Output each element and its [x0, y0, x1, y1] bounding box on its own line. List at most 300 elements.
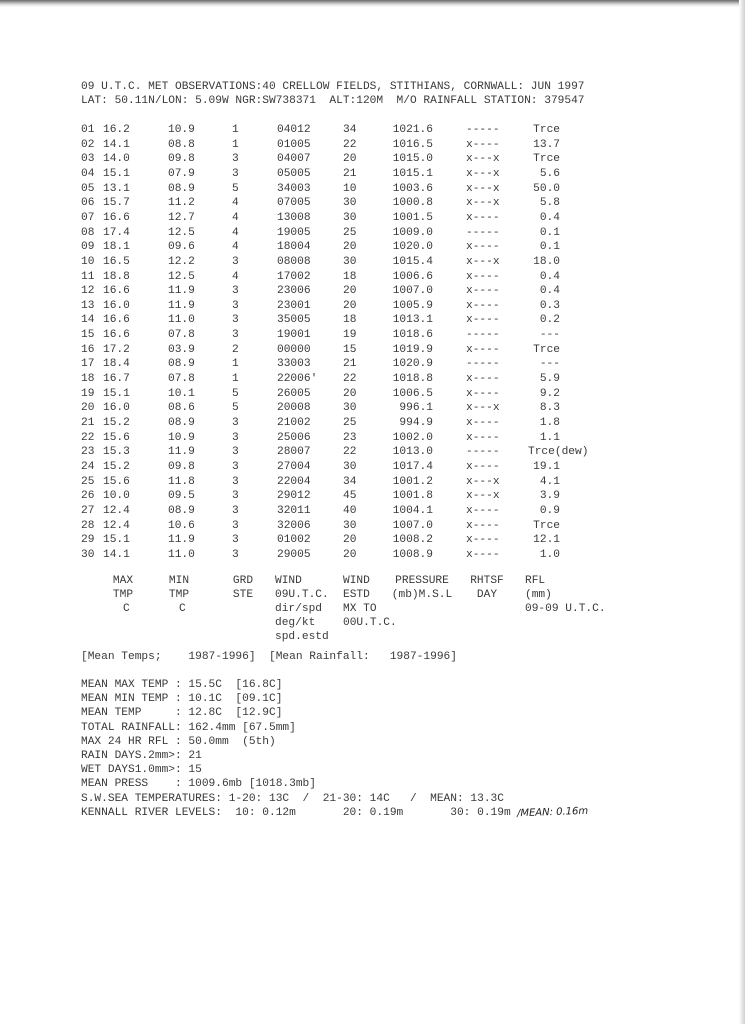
table-row — [81, 416, 681, 430]
cell-ground-state: 1 — [232, 373, 239, 386]
cell-max-temp: 16.7 — [103, 373, 130, 386]
cell-wind: 19005 — [277, 226, 311, 239]
cell-max-temp: 15.6 — [103, 475, 130, 488]
cell-wind-estd: 19 — [343, 329, 357, 342]
cell-ground-state: 4 — [232, 241, 239, 254]
cell-max-temp: 15.1 — [103, 387, 130, 400]
river-levels-text: KENNALL RIVER LEVELS: 10: 0.12m 20: 0.19m 30: 0.19m — [81, 806, 518, 819]
cell-wind-estd: 20 — [343, 153, 357, 166]
table-row — [81, 431, 681, 445]
cell-day: 01 — [81, 124, 95, 136]
cell-min-temp: 10.9 — [168, 431, 195, 444]
cell-day: 09 — [81, 241, 95, 254]
cell-ground-state: 4 — [232, 270, 239, 283]
cell-day: 15 — [81, 329, 95, 342]
table-row — [81, 489, 681, 503]
cell-rainfall: 5.6 — [539, 167, 560, 180]
cell-rainfall: 9.2 — [539, 387, 560, 400]
cell-day: 30 — [81, 548, 95, 561]
cell-min-temp: 11.9 — [168, 446, 195, 459]
cell-rhtsf: x---- — [466, 534, 500, 547]
cell-day: 12 — [81, 285, 95, 298]
cell-min-temp: 07.8 — [168, 373, 195, 386]
cell-wind: 23001 — [277, 299, 311, 312]
cell-rhtsf: x---- — [466, 285, 500, 298]
cell-min-temp: 11.9 — [168, 299, 195, 312]
cell-wind-estd: 20 — [343, 548, 357, 561]
cell-wind-estd: 30 — [343, 519, 357, 532]
table-row — [81, 328, 681, 342]
legend-pressure: PRESSURE (mb)M.S.L — [391, 575, 453, 601]
cell-rhtsf: x---- — [466, 343, 500, 356]
cell-wind: 04012 — [277, 124, 311, 136]
cell-day: 13 — [81, 299, 95, 312]
cell-rainfall: 12.1 — [533, 534, 560, 547]
cell-rainfall: Trce — [533, 124, 560, 136]
legend-wind-estd: WIND ESTD MX TO 00U.T.C. — [343, 575, 397, 629]
cell-rainfall: 0.1 — [539, 241, 560, 254]
cell-rainfall: 50.0 — [533, 182, 560, 195]
cell-rhtsf: x---x — [466, 153, 500, 166]
cell-wind: 17002 — [277, 270, 311, 283]
cell-day: 20 — [81, 402, 95, 415]
stat-mean-max-temp: MEAN MAX TEMP : 15.5C [16.8C] — [81, 679, 283, 691]
means-header: [Mean Temps; 1987-1996] [Mean Rainfall: 1987-1996] — [81, 651, 457, 663]
cell-pressure: 1015.4 — [392, 255, 433, 268]
cell-min-temp: 12.5 — [168, 226, 195, 239]
cell-min-temp: 08.9 — [168, 504, 195, 517]
cell-max-temp: 15.1 — [103, 167, 130, 180]
cell-rainfall: 0.4 — [539, 285, 560, 298]
cell-pressure: 1015.1 — [392, 167, 433, 180]
cell-max-temp: 18.1 — [103, 241, 130, 254]
cell-wind: 33003 — [277, 358, 311, 371]
table-row — [81, 313, 681, 327]
cell-ground-state: 4 — [232, 197, 239, 210]
cell-wind: 05005 — [277, 167, 311, 180]
cell-wind: 23006 — [277, 285, 311, 298]
cell-rhtsf: x---- — [466, 241, 500, 254]
cell-pressure: 1018.6 — [392, 329, 433, 342]
cell-max-temp: 16.6 — [103, 329, 130, 342]
scan-edge-top — [0, 0, 745, 7]
cell-min-temp: 09.5 — [168, 490, 195, 503]
stat-mean-pressure: MEAN PRESS : 1009.6mb [1018.3mb] — [81, 778, 316, 791]
cell-pressure: 1013.1 — [392, 314, 433, 327]
cell-pressure: 1015.0 — [392, 153, 433, 166]
cell-day: 23 — [81, 446, 95, 459]
cell-max-temp: 16.5 — [103, 255, 130, 268]
cell-pressure: 1003.6 — [392, 182, 433, 195]
cell-max-temp: 17.2 — [103, 343, 130, 356]
cell-day: 21 — [81, 417, 95, 429]
cell-wind-estd: 20 — [343, 241, 357, 254]
cell-day: 04 — [81, 167, 95, 180]
table-row — [81, 460, 681, 474]
cell-ground-state: 3 — [232, 417, 239, 429]
cell-wind-estd: 30 — [343, 197, 357, 210]
cell-rhtsf: x---- — [466, 548, 500, 561]
table-row — [81, 519, 681, 533]
cell-rainfall: 18.0 — [533, 255, 560, 268]
cell-pressure: 1009.0 — [392, 226, 433, 239]
table-row — [81, 123, 681, 137]
table-row — [81, 401, 681, 415]
cell-rhtsf: ----- — [466, 329, 500, 342]
cell-pressure: 1001.5 — [392, 211, 433, 224]
cell-ground-state: 3 — [232, 475, 239, 488]
cell-wind-estd: 20 — [343, 534, 357, 547]
cell-ground-state: 3 — [232, 519, 239, 532]
cell-rainfall: 0.1 — [539, 226, 560, 239]
header-location: LAT: 50.11N/LON: 5.09W NGR:SW738371 ALT:120M M/O RAINFALL STATION: 379547 — [81, 95, 585, 107]
cell-wind: 35005 — [277, 314, 311, 327]
cell-pressure: 996.1 — [399, 402, 433, 415]
cell-min-temp: 12.7 — [168, 211, 195, 224]
cell-max-temp: 12.4 — [103, 504, 130, 517]
cell-wind: 32006 — [277, 519, 311, 532]
cell-ground-state: 1 — [232, 138, 239, 151]
legend-max-temp: MAX TMP C — [112, 575, 134, 615]
cell-day: 16 — [81, 343, 95, 356]
cell-rhtsf: x---x — [466, 197, 500, 210]
cell-ground-state: 3 — [232, 534, 239, 547]
cell-pressure: 1013.0 — [392, 446, 433, 459]
cell-wind: 34003 — [277, 182, 311, 195]
legend-rhtsf: RHTSF DAY — [470, 575, 504, 601]
cell-day: 17 — [81, 358, 95, 371]
cell-rhtsf: x---x — [466, 490, 500, 503]
cell-day: 02 — [81, 138, 95, 151]
cell-rhtsf: x---- — [466, 417, 500, 429]
table-row — [81, 475, 681, 489]
cell-wind: 29012 — [277, 490, 311, 503]
cell-min-temp: 12.5 — [168, 270, 195, 283]
table-row — [81, 533, 681, 547]
cell-max-temp: 15.6 — [103, 431, 130, 444]
cell-ground-state: 3 — [232, 504, 239, 517]
cell-day: 05 — [81, 182, 95, 195]
cell-max-temp: 18.8 — [103, 270, 130, 283]
cell-min-temp: 09.6 — [168, 241, 195, 254]
cell-min-temp: 11.9 — [168, 534, 195, 547]
table-row — [81, 226, 681, 240]
legend-rainfall: RFL (mm) 09-09 U.T.C. — [525, 575, 606, 615]
cell-min-temp: 07.9 — [168, 167, 195, 180]
cell-pressure: 1004.1 — [392, 504, 433, 517]
cell-rhtsf: ----- — [466, 124, 500, 136]
cell-ground-state: 3 — [232, 167, 239, 180]
cell-wind-estd: 25 — [343, 417, 357, 429]
table-row — [81, 284, 681, 298]
cell-min-temp: 12.2 — [168, 255, 195, 268]
cell-rainfall: 1.0 — [539, 548, 560, 561]
cell-ground-state: 3 — [232, 431, 239, 444]
table-row — [81, 299, 681, 313]
cell-rainfall: 0.2 — [539, 314, 560, 327]
cell-wind: 18004 — [277, 241, 311, 254]
cell-rainfall: 8.3 — [539, 402, 560, 415]
cell-max-temp: 14.0 — [103, 153, 130, 166]
cell-rainfall: Trce — [533, 519, 560, 532]
cell-wind-estd: 30 — [343, 402, 357, 415]
cell-rhtsf: ----- — [466, 358, 500, 371]
cell-rainfall: Trce — [533, 153, 560, 166]
cell-min-temp: 08.8 — [168, 138, 195, 151]
cell-day: 11 — [81, 270, 95, 283]
cell-day: 10 — [81, 255, 95, 268]
table-row — [81, 387, 681, 401]
cell-rainfall: 3.9 — [539, 490, 560, 503]
cell-wind-estd: 30 — [343, 211, 357, 224]
table-row — [81, 372, 681, 386]
cell-day: 08 — [81, 226, 95, 239]
cell-rhtsf: x---x — [466, 402, 500, 415]
stat-sea-temperatures: S.W.SEA TEMPERATURES: 1-20: 13C / 21-30: 14C / MEAN: 13.3C — [81, 792, 504, 805]
cell-rainfall: 13.7 — [533, 138, 560, 151]
cell-ground-state: 3 — [232, 255, 239, 268]
cell-wind: 00000 — [277, 343, 311, 356]
cell-rainfall: Trce — [533, 343, 560, 356]
cell-wind: 19001 — [277, 329, 311, 342]
cell-pressure: 1001.8 — [392, 490, 433, 503]
table-row — [81, 270, 681, 284]
cell-ground-state: 3 — [232, 460, 239, 473]
cell-wind-estd: 34 — [343, 124, 357, 136]
cell-max-temp: 10.0 — [103, 490, 130, 503]
cell-day: 29 — [81, 534, 95, 547]
cell-ground-state: 3 — [232, 329, 239, 342]
cell-wind-estd: 30 — [343, 255, 357, 268]
cell-max-temp: 14.1 — [103, 138, 130, 151]
cell-min-temp: 11.0 — [168, 314, 195, 327]
handwritten-mean-note: /MEAN: 0.16m — [517, 805, 589, 819]
cell-pressure: 1002.0 — [392, 431, 433, 444]
cell-pressure: 1020.9 — [392, 358, 433, 371]
cell-min-temp: 07.8 — [168, 329, 195, 342]
cell-wind: 01002 — [277, 534, 311, 547]
cell-wind-estd: 20 — [343, 299, 357, 312]
cell-wind: 29005 — [277, 548, 311, 561]
cell-min-temp: 08.6 — [168, 402, 195, 415]
cell-pressure: 1006.6 — [392, 270, 433, 283]
scan-edge-right — [739, 0, 745, 1024]
cell-wind-estd: 20 — [343, 387, 357, 400]
cell-max-temp: 15.2 — [103, 460, 130, 473]
cell-rhtsf: x---- — [466, 504, 500, 517]
cell-wind-estd: 21 — [343, 167, 357, 180]
cell-max-temp: 15.1 — [103, 534, 130, 547]
stat-total-rainfall: TOTAL RAINFALL: 162.4mm [67.5mm] — [81, 721, 296, 734]
cell-rhtsf: x---- — [466, 270, 500, 283]
cell-rhtsf: x---x — [466, 475, 500, 488]
cell-wind-estd: 22 — [343, 446, 357, 459]
cell-rhtsf: x---x — [466, 255, 500, 268]
cell-wind-estd: 25 — [343, 226, 357, 239]
cell-pressure: 1018.8 — [392, 373, 433, 386]
cell-rainfall: 1.1 — [539, 431, 560, 444]
table-row — [81, 167, 681, 181]
cell-wind-estd: 20 — [343, 285, 357, 298]
table-row — [81, 182, 681, 196]
table-row — [81, 504, 681, 518]
cell-pressure: 1019.9 — [392, 343, 433, 356]
cell-wind-estd: 18 — [343, 314, 357, 327]
cell-pressure: 1007.0 — [392, 519, 433, 532]
table-row — [81, 255, 681, 269]
cell-ground-state: 4 — [232, 211, 239, 224]
table-row — [81, 240, 681, 254]
cell-day: 18 — [81, 373, 95, 386]
cell-pressure: 1001.2 — [392, 475, 433, 488]
table-row — [81, 445, 681, 459]
table-row — [81, 138, 681, 152]
cell-day: 22 — [81, 431, 95, 444]
cell-day: 28 — [81, 519, 95, 532]
cell-wind-estd: 40 — [343, 504, 357, 517]
cell-wind-estd: 15 — [343, 343, 357, 356]
cell-min-temp: 11.0 — [168, 548, 195, 561]
cell-ground-state: 4 — [232, 226, 239, 239]
cell-pressure: 1005.9 — [392, 299, 433, 312]
cell-wind-estd: 22 — [343, 373, 357, 386]
cell-ground-state: 3 — [232, 153, 239, 166]
stat-mean-temp: MEAN TEMP : 12.8C [12.9C] — [81, 707, 283, 720]
stat-mean-min-temp: MEAN MIN TEMP : 10.1C [09.1C] — [81, 693, 283, 706]
cell-rainfall: 0.9 — [539, 504, 560, 517]
cell-rainfall: 0.3 — [539, 299, 560, 312]
cell-pressure: 1000.8 — [392, 197, 433, 210]
cell-rhtsf: x---- — [466, 314, 500, 327]
cell-rhtsf: x---- — [466, 387, 500, 400]
cell-ground-state: 2 — [232, 343, 239, 356]
cell-rhtsf: x---- — [466, 211, 500, 224]
cell-wind: 07005 — [277, 197, 311, 210]
cell-rainfall: 0.4 — [539, 211, 560, 224]
cell-min-temp: 09.8 — [168, 460, 195, 473]
cell-wind: 01005 — [277, 138, 311, 151]
cell-rhtsf: ----- — [466, 446, 500, 459]
cell-rhtsf: x---- — [466, 519, 500, 532]
legend-min-temp: MIN TMP C — [168, 575, 190, 615]
cell-rhtsf: x---- — [466, 460, 500, 473]
cell-day: 06 — [81, 197, 95, 210]
cell-wind: 08008 — [277, 255, 311, 268]
cell-wind: 20008 — [277, 402, 311, 415]
cell-ground-state: 3 — [232, 314, 239, 327]
cell-wind-estd: 21 — [343, 358, 357, 371]
cell-rainfall: --- — [539, 358, 560, 371]
table-row — [81, 211, 681, 225]
cell-wind-estd: 34 — [343, 475, 357, 488]
cell-ground-state: 3 — [232, 490, 239, 503]
cell-max-temp: 16.6 — [103, 211, 130, 224]
cell-min-temp: 08.9 — [168, 182, 195, 195]
cell-min-temp: 10.6 — [168, 519, 195, 532]
cell-wind-estd: 30 — [343, 460, 357, 473]
cell-ground-state: 5 — [232, 402, 239, 415]
cell-wind: 32011 — [277, 504, 311, 517]
cell-wind: 22004 — [277, 475, 311, 488]
cell-wind: 13008 — [277, 211, 311, 224]
cell-wind: 26005 — [277, 387, 311, 400]
legend-wind: WIND 09U.T.C. dir/spd deg/kt spd.estd — [275, 575, 329, 643]
cell-rhtsf: x---- — [466, 373, 500, 386]
table-row — [81, 152, 681, 166]
cell-ground-state: 3 — [232, 446, 239, 459]
stat-river-levels — [81, 806, 589, 820]
cell-min-temp: 10.1 — [168, 387, 195, 400]
column-legend — [81, 574, 681, 644]
cell-rhtsf: x---- — [466, 138, 500, 151]
cell-day: 14 — [81, 314, 95, 327]
cell-max-temp: 12.4 — [103, 519, 130, 532]
cell-min-temp: 09.8 — [168, 153, 195, 166]
cell-rainfall: 0.4 — [539, 270, 560, 283]
cell-day: 24 — [81, 460, 95, 473]
cell-pressure: 1006.5 — [392, 387, 433, 400]
cell-pressure: 1008.2 — [392, 534, 433, 547]
cell-wind-estd: 10 — [343, 182, 357, 195]
cell-max-temp: 16.6 — [103, 285, 130, 298]
cell-ground-state: 3 — [232, 285, 239, 298]
cell-ground-state: 3 — [232, 548, 239, 561]
stat-wet-days: WET DAYS1.0mm>: 15 — [81, 764, 202, 777]
cell-min-temp: 11.2 — [168, 197, 195, 210]
cell-rainfall: 5.8 — [539, 197, 560, 210]
cell-pressure: 1016.5 — [392, 138, 433, 151]
cell-max-temp: 16.6 — [103, 314, 130, 327]
cell-ground-state: 5 — [232, 182, 239, 195]
cell-wind-estd: 45 — [343, 490, 357, 503]
cell-rainfall: 1.8 — [539, 417, 560, 429]
cell-day: 03 — [81, 153, 95, 166]
stat-max-24hr-rainfall: MAX 24 HR RFL : 50.0mm (5th) — [81, 735, 276, 748]
cell-rhtsf: x---- — [466, 431, 500, 444]
cell-day: 07 — [81, 211, 95, 224]
stat-rain-days: RAIN DAYS.2mm>: 21 — [81, 749, 202, 762]
cell-pressure: 1007.0 — [392, 285, 433, 298]
cell-wind-estd: 18 — [343, 270, 357, 283]
cell-wind: 22006' — [277, 373, 318, 386]
cell-wind: 25006 — [277, 431, 311, 444]
cell-max-temp: 16.0 — [103, 299, 130, 312]
cell-day: 19 — [81, 387, 95, 400]
cell-min-temp: 10.9 — [168, 124, 195, 136]
cell-rhtsf: x---x — [466, 167, 500, 180]
cell-wind: 27004 — [277, 460, 311, 473]
cell-min-temp: 03.9 — [168, 343, 195, 356]
cell-max-temp: 15.2 — [103, 417, 130, 429]
cell-min-temp: 08.9 — [168, 358, 195, 371]
cell-min-temp: 11.9 — [168, 285, 195, 298]
cell-max-temp: 14.1 — [103, 548, 130, 561]
legend-ground-state: GRD STE — [232, 575, 254, 601]
cell-pressure: 1020.0 — [392, 241, 433, 254]
cell-max-temp: 16.2 — [103, 124, 130, 136]
cell-max-temp: 15.7 — [103, 197, 130, 210]
cell-rainfall: 19.1 — [533, 460, 560, 473]
table-row — [81, 196, 681, 210]
cell-max-temp: 16.0 — [103, 402, 130, 415]
cell-wind: 28007 — [277, 446, 311, 459]
cell-min-temp: 08.9 — [168, 417, 195, 429]
cell-max-temp: 13.1 — [103, 182, 130, 195]
cell-wind: 21002 — [277, 417, 311, 429]
cell-rainfall: --- — [539, 329, 560, 342]
cell-min-temp: 11.8 — [168, 475, 195, 488]
header-title: 09 U.T.C. MET OBSERVATIONS:40 CRELLOW FIELDS, STITHIANS, CORNWALL: JUN 1997 — [81, 81, 585, 93]
